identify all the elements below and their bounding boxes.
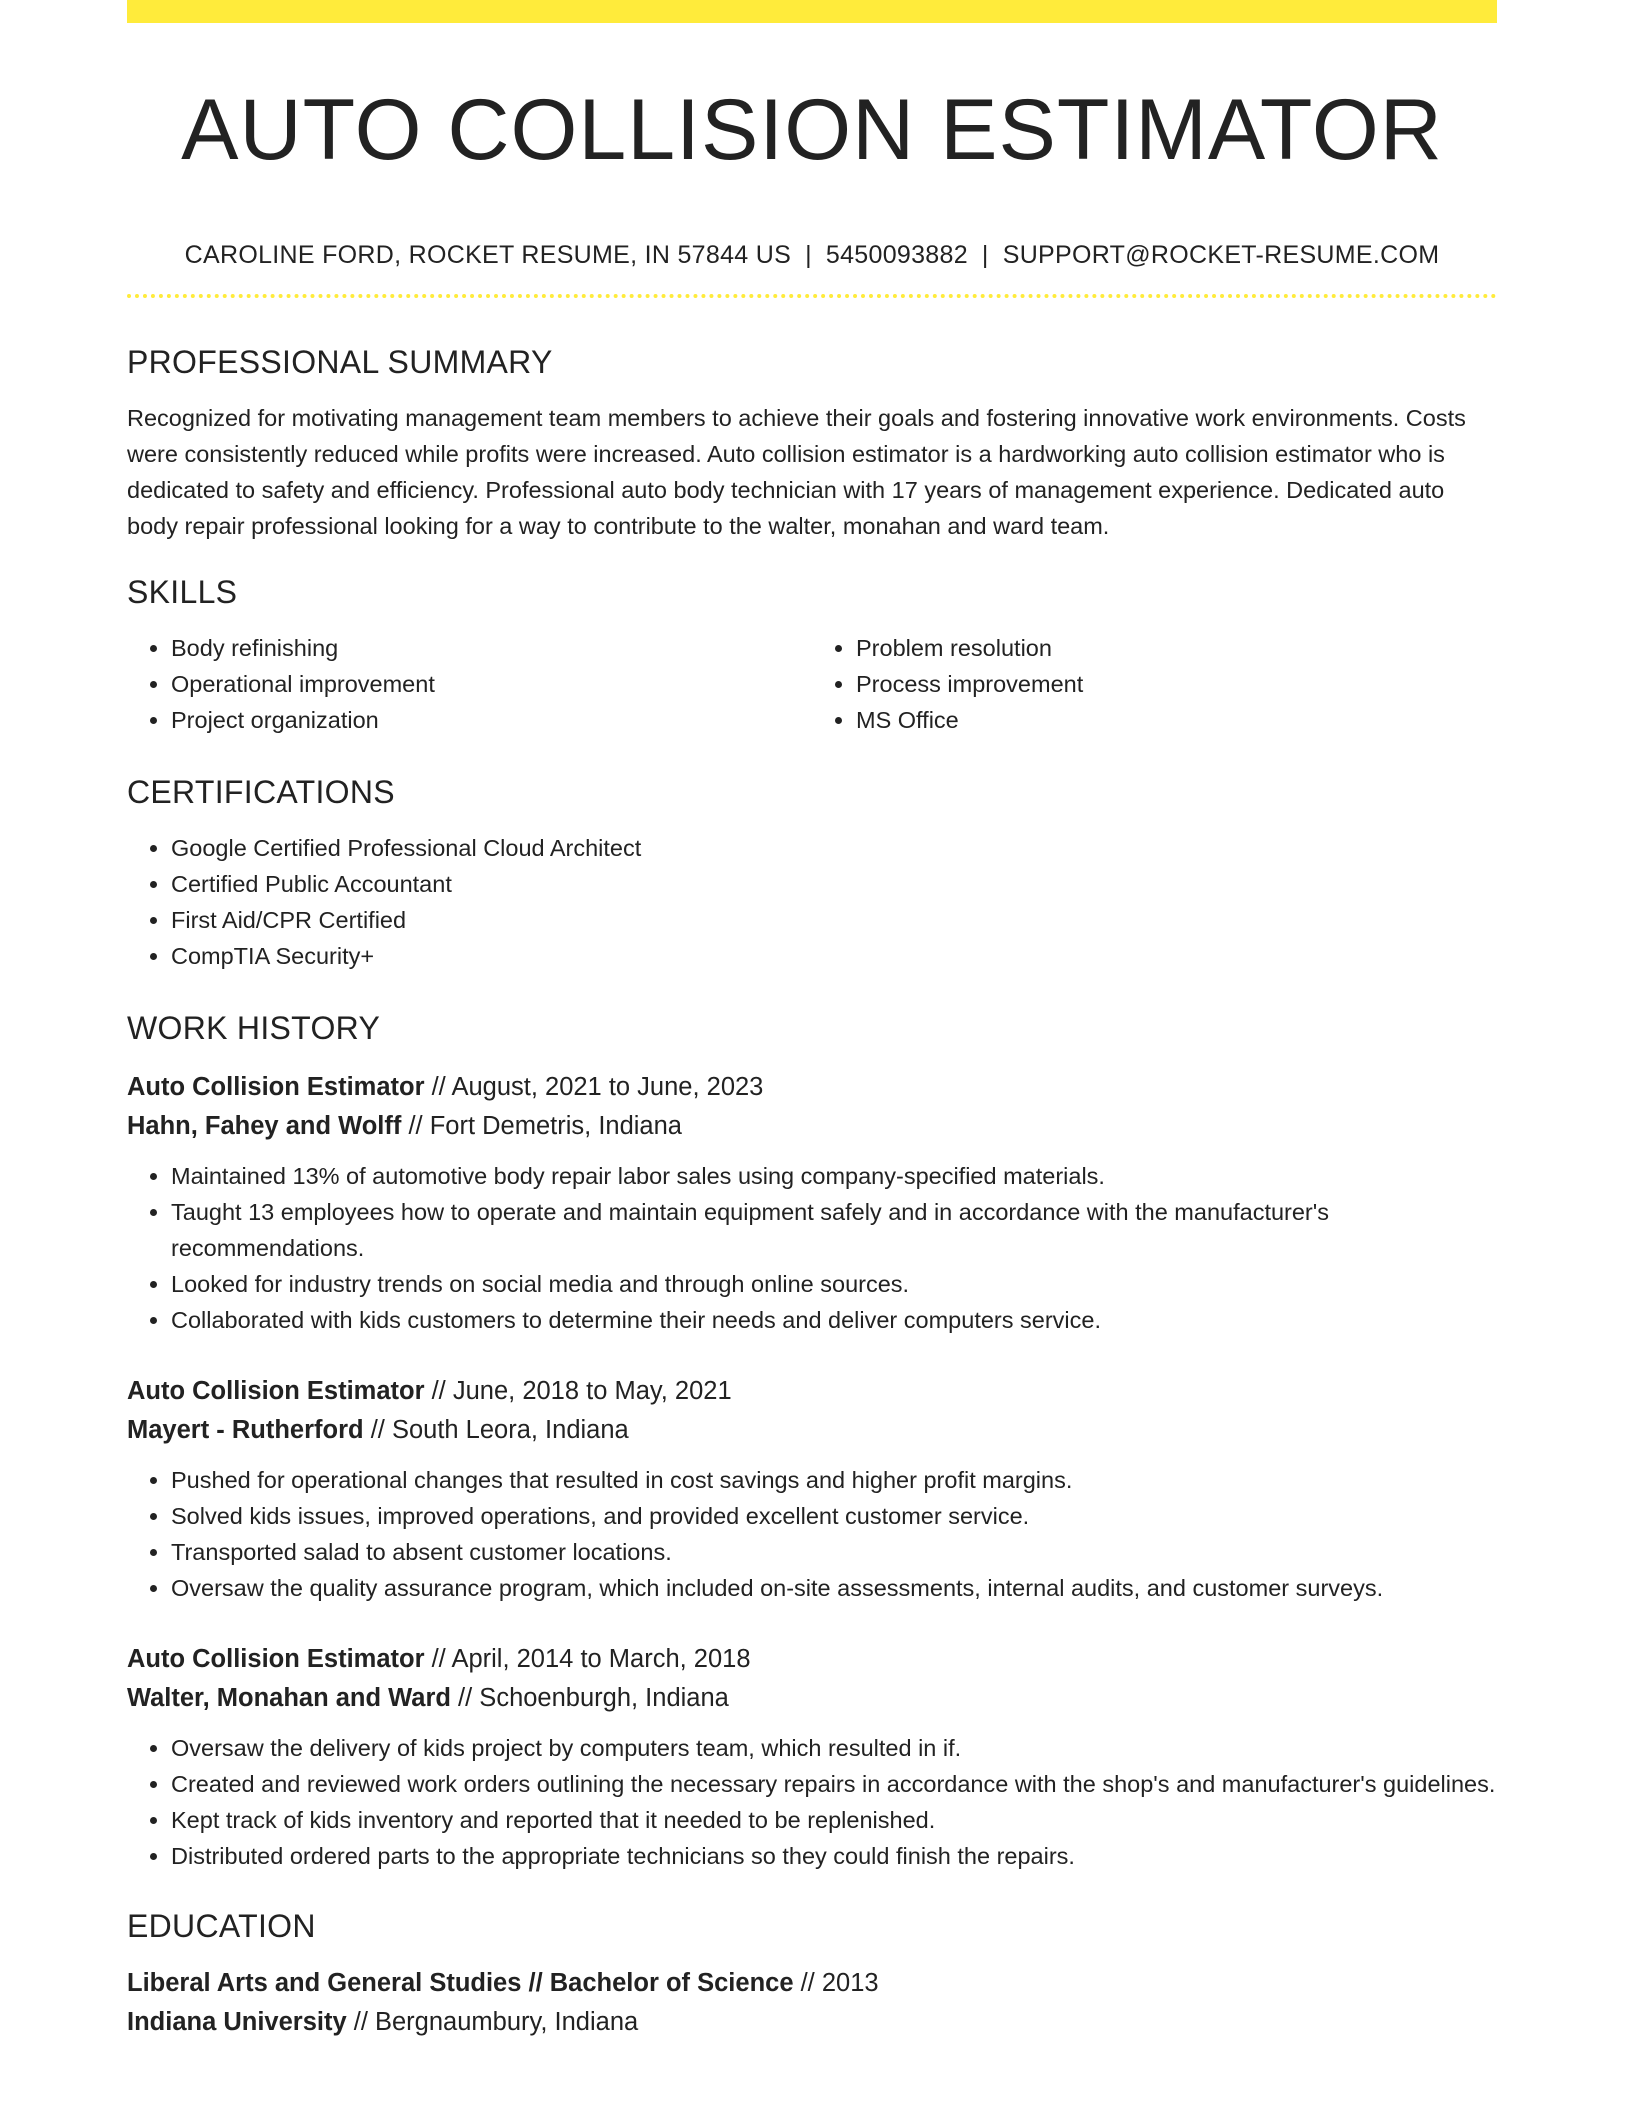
education-degree-line bbox=[127, 1964, 1497, 2003]
summary-heading: PROFESSIONAL SUMMARY bbox=[127, 344, 553, 380]
accent-bar bbox=[127, 0, 1497, 23]
job-role: Auto Collision Estimator bbox=[127, 1377, 425, 1405]
job-title-line bbox=[127, 1068, 1497, 1107]
job-bullet: • Oversaw the delivery of kids project by computers team, which resulted in if. bbox=[171, 1730, 1497, 1766]
job-dates: // April, 2014 to March, 2018 bbox=[424, 1645, 751, 1673]
job-bullet: • Distributed ordered parts to the appropriate technicians so they could finish the repairs. bbox=[171, 1838, 1497, 1874]
job-bullet: • Taught 13 employees how to operate and maintain equipment safely and in accordance with the manufacturer's recommendations. bbox=[171, 1194, 1497, 1266]
job-bullet: • Collaborated with kids customers to determine their needs and deliver computers service. bbox=[171, 1302, 1497, 1338]
resume-content bbox=[127, 70, 1497, 2042]
skills-heading: SKILLS bbox=[127, 574, 238, 610]
dotted-divider bbox=[127, 294, 1497, 298]
job-dates: // June, 2018 to May, 2021 bbox=[424, 1377, 732, 1405]
skill-item: • Body refinishing bbox=[171, 630, 812, 666]
job-entry bbox=[127, 1372, 1497, 1606]
skill-item: • Process improvement bbox=[856, 666, 1497, 702]
education-year: // 2013 bbox=[793, 1969, 879, 1997]
job-role: Auto Collision Estimator bbox=[127, 1073, 425, 1101]
job-company: Mayert - Rutherford bbox=[127, 1416, 364, 1444]
certifications-heading: CERTIFICATIONS bbox=[127, 774, 395, 810]
job-entry bbox=[127, 1068, 1497, 1338]
education-heading: EDUCATION bbox=[127, 1908, 316, 1944]
job-bullet: • Pushed for operational changes that resulted in cost savings and higher profit margins. bbox=[171, 1462, 1497, 1498]
job-company: Hahn, Fahey and Wolff bbox=[127, 1112, 402, 1140]
certification-item: • CompTIA Security+ bbox=[171, 938, 1497, 974]
job-bullet: • Oversaw the quality assurance program, which included on-site assessments, internal audits, and customer surveys. bbox=[171, 1570, 1497, 1606]
job-company-line bbox=[127, 1107, 1497, 1146]
job-bullet: • Kept track of kids inventory and reported that it needed to be replenished. bbox=[171, 1802, 1497, 1838]
job-company-line bbox=[127, 1679, 1497, 1718]
job-company-line bbox=[127, 1411, 1497, 1450]
education-school: Indiana University bbox=[127, 2008, 347, 2036]
job-title-line bbox=[127, 1640, 1497, 1679]
resume-title: AUTO COLLISION ESTIMATOR bbox=[181, 82, 1443, 178]
education-school-line bbox=[127, 2003, 1497, 2042]
job-bullet: • Looked for industry trends on social media and through online sources. bbox=[171, 1266, 1497, 1302]
job-location: // Schoenburgh, Indiana bbox=[450, 1684, 729, 1712]
job-company: Walter, Monahan and Ward bbox=[127, 1684, 451, 1712]
job-dates: // August, 2021 to June, 2023 bbox=[424, 1073, 764, 1101]
job-role: Auto Collision Estimator bbox=[127, 1645, 425, 1673]
skills-list bbox=[127, 630, 1497, 738]
job-bullets bbox=[127, 1730, 1497, 1874]
contact-phone: 5450093882 bbox=[825, 241, 968, 269]
skill-item: • Project organization bbox=[171, 702, 812, 738]
certification-item: • Certified Public Accountant bbox=[171, 866, 1497, 902]
certification-item: • First Aid/CPR Certified bbox=[171, 902, 1497, 938]
job-location: // Fort Demetris, Indiana bbox=[401, 1112, 682, 1140]
certifications-list bbox=[127, 830, 1497, 974]
education-degree: Liberal Arts and General Studies // Bachelor of Science bbox=[127, 1969, 794, 1997]
skill-item: • MS Office bbox=[856, 702, 1497, 738]
skills-column-right bbox=[812, 630, 1497, 738]
job-bullet: • Solved kids issues, improved operations, and provided excellent customer service. bbox=[171, 1498, 1497, 1534]
certification-item: • Google Certified Professional Cloud Architect bbox=[171, 830, 1497, 866]
contact-line bbox=[127, 238, 1497, 272]
education-location: // Bergnaumbury, Indiana bbox=[346, 2008, 639, 2036]
skill-item: • Operational improvement bbox=[171, 666, 812, 702]
contact-separator: | bbox=[981, 241, 989, 269]
job-bullets bbox=[127, 1462, 1497, 1606]
job-entry bbox=[127, 1640, 1497, 1874]
job-bullet: • Transported salad to absent customer locations. bbox=[171, 1534, 1497, 1570]
contact-address: CAROLINE FORD, ROCKET RESUME, IN 57844 US bbox=[184, 241, 792, 269]
job-bullets bbox=[127, 1158, 1497, 1338]
job-title-line bbox=[127, 1372, 1497, 1411]
contact-separator: | bbox=[805, 241, 812, 269]
education-entry bbox=[127, 1964, 1497, 2042]
contact-email: SUPPORT@ROCKET-RESUME.COM bbox=[1002, 241, 1440, 269]
skills-column-left bbox=[127, 630, 812, 738]
summary-text: Recognized for motivating management team members to achieve their goals and fostering innovative work environments. Costs were consistently reduced while profits were increased. Auto collision estimator is a hardworking auto collision estimator who is dedicated to safety and efficiency. Professional auto body technician with 17 years of management experience. Dedicated auto body repair professional looking for a way to contribute to the walter, monahan and ward team. bbox=[127, 405, 1466, 539]
job-location: // South Leora, Indiana bbox=[363, 1416, 629, 1444]
work-history-heading: WORK HISTORY bbox=[127, 1010, 381, 1046]
job-bullet: • Created and reviewed work orders outlining the necessary repairs in accordance with the shop's and manufacturer's guidelines. bbox=[171, 1766, 1497, 1802]
job-bullet: • Maintained 13% of automotive body repair labor sales using company-specified materials. bbox=[171, 1158, 1497, 1194]
skill-item: • Problem resolution bbox=[856, 630, 1497, 666]
